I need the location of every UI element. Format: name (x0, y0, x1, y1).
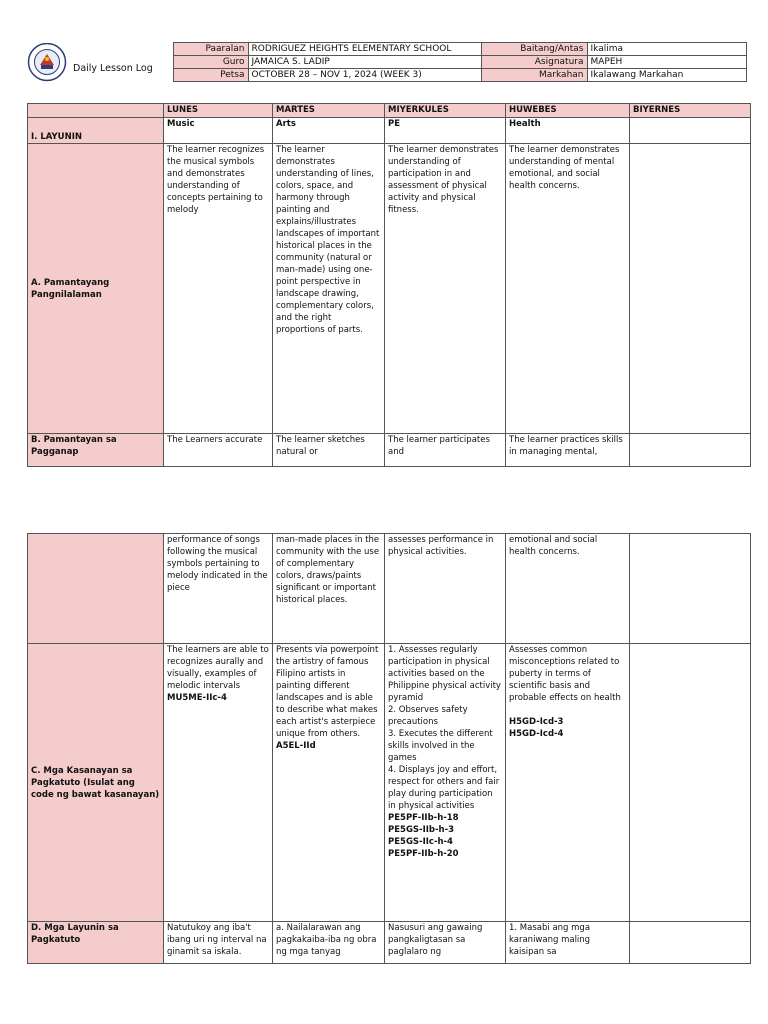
lesson-table-part-2 (27, 533, 751, 964)
subject-value: MAPEH (587, 56, 746, 69)
c-pe-code: PE5PF-IIb-h-20 (388, 849, 459, 859)
c-pe-item: 1. Assesses regularly participation in physical activities based on the Philippine physical activity pyramid (388, 645, 501, 703)
c-health-code: H5GD-Icd-3 (509, 717, 564, 727)
quarter-label: Markahan (481, 69, 587, 82)
row-label-b-continued (28, 534, 164, 644)
day-header-wed: MIYERKULES (385, 104, 506, 118)
b-fri-part2 (630, 534, 751, 644)
c-tue (273, 644, 385, 922)
b-mon-part2: performance of songs following the musical symbols pertaining to melody indicated in the piece (164, 534, 273, 644)
c-mon (164, 644, 273, 922)
c-pe-item: 2. Observes safety precautions (388, 705, 468, 727)
c-music-code: MU5ME-IIc-4 (167, 693, 227, 703)
d-thu: 1. Masabi ang mga karaniwang maling kaisipan sa (506, 922, 630, 964)
c-health-code: H5GD-Icd-4 (509, 729, 564, 739)
grade-label: Baitang/Antas (481, 43, 587, 56)
grade-value: Ikalima (587, 43, 746, 56)
a-thu: The learner demonstrates understanding of mental emotional, and social health concerns. (506, 144, 630, 434)
b-mon-part1: The Learners accurate (164, 434, 273, 467)
c-pe-code: PE5GS-IIc-h-4 (388, 837, 453, 847)
row-label-a: A. Pamantayang Pangnilalaman (28, 144, 164, 434)
c-health-text: Assesses common misconceptions related to puberty in terms of scientific basis and probable effects on health (509, 645, 621, 703)
b-wed-part2: assesses performance in physical activities. (385, 534, 506, 644)
b-thu-part2: emotional and social health concerns. (506, 534, 630, 644)
a-mon: The learner recognizes the musical symbols and demonstrates understanding of concepts pertaining to melody (164, 144, 273, 434)
corner-cell (28, 104, 164, 118)
b-tue-part1: The learner sketches natural or (273, 434, 385, 467)
c-pe-item: 3. Executes the different skills involved in the games (388, 729, 493, 763)
a-wed: The learner demonstrates understanding of participation in and assessment of physical activity and physical fitness. (385, 144, 506, 434)
day-header-fri: BIYERNES (630, 104, 751, 118)
layunin-label: I. LAYUNIN (28, 118, 164, 144)
logo-cell (27, 43, 173, 82)
d-tue: a. Nailalarawan ang pagkakaiba-iba ng obra ng mga tanyag (273, 922, 385, 964)
c-wed (385, 644, 506, 922)
row-label-b: B. Pamantayan sa Pagganap (28, 434, 164, 467)
school-value: RODRIGUEZ HEIGHTS ELEMENTARY SCHOOL (248, 43, 481, 56)
subject-arts: Arts (273, 118, 385, 144)
teacher-value: JAMAICA S. LADIP (248, 56, 481, 69)
log-title: Daily Lesson Log (73, 63, 153, 74)
d-fri (630, 922, 751, 964)
day-header-thu: HUWEBES (506, 104, 630, 118)
day-header-mon: LUNES (164, 104, 273, 118)
school-label: Paaralan (173, 43, 248, 56)
b-wed-part1: The learner participates and (385, 434, 506, 467)
c-pe-item: 4. Displays joy and effort, respect for others and fair play during participation in physical activities (388, 765, 500, 811)
c-thu (506, 644, 630, 922)
day-header-tue: MARTES (273, 104, 385, 118)
lesson-table-part-1 (27, 103, 751, 467)
subject-health: Health (506, 118, 630, 144)
d-wed: Nasusuri ang gawaing pangkaligtasan sa paglalaro ng (385, 922, 506, 964)
c-arts-text: Presents via powerpoint the artistry of famous Filipino artists in painting different landscapes and is able to describe what makes each artist's asterpiece unique from others. (276, 645, 379, 739)
b-fri-part1 (630, 434, 751, 467)
deped-seal-icon (27, 43, 67, 82)
subject-friday (630, 118, 751, 144)
b-tue-part2: man-made places in the community with the use of complementary colors, draws/paints significant or important historical places. (273, 534, 385, 644)
a-fri (630, 144, 751, 434)
c-arts-code: A5EL-IId (276, 741, 316, 751)
quarter-value: Ikalawang Markahan (587, 69, 746, 82)
header-table (27, 42, 747, 82)
c-pe-code: PE5PF-IIb-h-18 (388, 813, 459, 823)
subject-label: Asignatura (481, 56, 587, 69)
c-fri (630, 644, 751, 922)
date-value: OCTOBER 28 – NOV 1, 2024 (WEEK 3) (248, 69, 481, 82)
date-label: Petsa (173, 69, 248, 82)
c-music-text: The learners are able to recognizes aurally and visually, examples of melodic intervals (167, 645, 269, 691)
subject-pe: PE (385, 118, 506, 144)
b-thu-part1: The learner practices skills in managing mental, (506, 434, 630, 467)
d-mon: Natutukoy ang iba't ibang uri ng interval na ginamit sa iskala. (164, 922, 273, 964)
subject-music: Music (164, 118, 273, 144)
row-label-d: D. Mga Layunin sa Pagkatuto (28, 922, 164, 964)
teacher-label: Guro (173, 56, 248, 69)
a-tue: The learner demonstrates understanding of lines, colors, space, and harmony through painting and explains/illustrates landscapes of important historical places in the community (natural or man-made) using one-point perspective in landscape drawing, complementary colors, and the right proportions of parts. (273, 144, 385, 434)
c-pe-code: PE5GS-IIb-h-3 (388, 825, 455, 835)
row-label-c: C. Mga Kasanayan sa Pagkatuto (Isulat ang code ng bawat kasanayan) (28, 644, 164, 922)
